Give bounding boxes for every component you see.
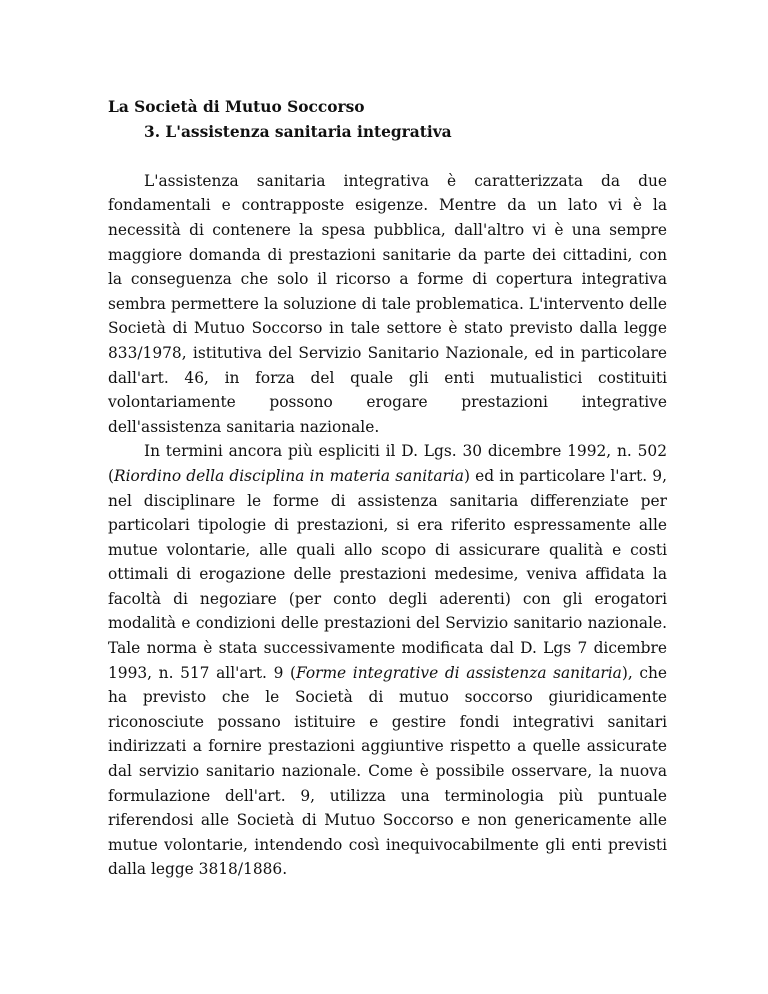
document-page [108,95,667,882]
section-heading: 3. L'assistenza sanitaria integrativa [144,122,452,141]
spacer [108,144,667,169]
paragraph-2-text-a: In termini ancora più espliciti il D. Lgs. 30 dicembre 1992, n. 502 ( [108,442,667,485]
paragraph-2-italic-b: Forme integrative di assistenza sanitaria [296,663,622,682]
paragraph-1: L'assistenza sanitaria integrativa è caratterizzata da due fondamentali e contrapposte esigenze. Mentre da un lato vi è la necessità di contenere la spesa pubblica, dall'altro vi è una sempre maggiore domanda di prestazioni sanitarie da parte dei cittadini, con la conseguenza che solo il ricorso a forme di copertura integrativa sembra permettere la soluzione di tale problematica. L'intervento delle Società di Mutuo Soccorso in tale settore è stato previsto dalla legge 833/1978, istitutiva del Servizio Sanitario Nazionale, ed in particolare dall'art. 46, in forza del quale gli enti mutualistici costituiti volontariamente possono erogare prestazioni integrative dell'assistenza sanitaria nazionale. [108,171,667,436]
paragraph-2-text-c: ), che ha previsto che le Società di mutuo soccorso giuridicamente riconosciute possano istituire e gestire fondi integrativi sanitari indirizzati a fornire prestazioni aggiuntive rispetto a quelle assicurate dal servizio sanitario nazionale. Come è possibile osservare, la nuova formulazione dell'art. 9, utilizza una terminologia più puntuale riferendosi alle Società di Mutuo Soccorso e non genericamente alle mutue volontarie, intendendo così inequivocabilmente gli enti previsti dalla legge 3818/1886. [108,663,667,879]
document-title: La Società di Mutuo Soccorso [108,98,365,116]
paragraph-2 [108,439,667,882]
paragraph-2-text-b: ) ed in particolare l'art. 9, nel disciplinare le forme di assistenza sanitaria differenziate per particolari tipologie di prestazioni, si era riferito espressamente alle mutue volontarie, alle quali allo scopo di assicurare qualità e costi ottimali di erogazione delle prestazioni medesime, veniva affidata la facoltà di negoziare (per conto degli aderenti) con gli erogatori modalità e condizioni delle prestazioni del Servizio sanitario nazionale. Tale norma è stata successivamente modificata dal D. Lgs 7 dicembre 1993, n. 517 all'art. 9 ( [108,466,667,682]
paragraph-2-italic-a: Riordino della disciplina in materia sanitaria [114,466,464,485]
